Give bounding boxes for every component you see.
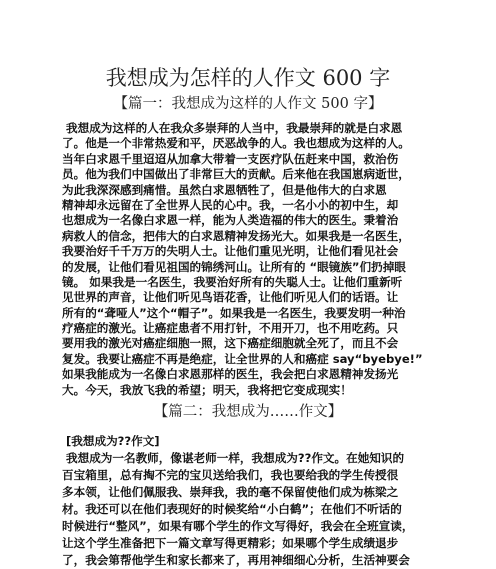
text-line: 病救人的信念，把伟大的白求恩精神发扬光大。如果我是一名医生， bbox=[62, 228, 410, 243]
text-line: 精神却永远留在了全世界人民的心中。我，一名小小的初中生，却 bbox=[62, 197, 399, 212]
text-line: 当年白求恩千里迢迢从加拿大带着一支医疗队伍赶来中国，救治伤 bbox=[62, 151, 399, 166]
text-line: 复发。我要让癌症不再是绝症，让全世界的人和癌症 say“byebye!” bbox=[62, 351, 423, 366]
text-line: 我想成为一名教师，像谌老师一样，我想成为??作文。在她知识的 bbox=[66, 451, 405, 465]
text-line: 也想成为一名像白求恩一样，能为人类造福的伟大的医生。秉着治 bbox=[62, 213, 399, 228]
text-line: 所有的“聋哑人”这个“帽子”。如果我是一名医生，我要发明一种治 bbox=[62, 305, 406, 320]
text-line: 如果我能成为一名像白求恩那样的医生，我会把白求恩精神发扬光 bbox=[62, 367, 399, 382]
text-line: 镜。 如果我是一名医生，我要治好所有的失聪人士。让他们重新听 bbox=[62, 274, 403, 289]
text-line: 让这个学生准备把下一篇文章写得更精彩；如果哪个学生成绩退步 bbox=[62, 536, 399, 550]
text-line: [我想成为??作文] bbox=[66, 434, 160, 448]
text-line: 疗癌症的激光。让癌症患者不用打针，不用开刀，也不用吃药。只 bbox=[62, 321, 399, 336]
text-line: 时候进行“整风”，如果有哪个学生的作文写得好，我会在全班宣读， bbox=[62, 519, 414, 533]
text-line: 见世界的声音，让他们听见鸟语花香，让他们听见人们的话语。让 bbox=[62, 290, 399, 305]
text-line: 我想成为这样的人在我众多崇拜的人当中，我最崇拜的就是白求恩 bbox=[66, 121, 403, 135]
text-line: 了，我会第帮他学生和家长都来了，再用神细细心分析，生活神要会 bbox=[62, 553, 410, 567]
text-line: 为此我深深感到痛惜。虽然白求恩牺牲了，但是他伟大的白求恩 bbox=[62, 182, 387, 197]
text-line: 的发展，让他们看见祖国的锦绣河山。让所有的 “眼镜族”们扔掉眼 bbox=[62, 259, 406, 274]
text-line: 了。他是一个非常热爱和平，厌恶战争的人。我也想成为这样的人。 bbox=[62, 136, 410, 151]
text-line: 要用我的激光对癌症细胞一照，这下癌症细胞就全死了，而且不会 bbox=[62, 336, 399, 351]
document-title: 我想成为怎样的人作文 600 字 bbox=[105, 66, 391, 90]
section1-heading: 【篇一：我想成为这样的人作文 500 字】 bbox=[113, 96, 383, 112]
text-line: 我要治好千千万万的失明人士。让他们重见光明，让他们看见社会 bbox=[62, 244, 399, 259]
section2-heading: 【篇二：我想成为……作文】 bbox=[153, 404, 343, 420]
text-line: 大。今天，我放飞我的希望；明天，我将把它变成现实！ bbox=[62, 382, 352, 397]
text-line: 百宝箱里，总有掏不完的宝贝送给我们，我也要给我的学生传授很 bbox=[62, 468, 399, 482]
text-line: 多本领，让他们佩服我、崇拜我，我的毫不保留使他们成为栋梁之 bbox=[62, 485, 399, 499]
text-line: 材。我还可以在他们表现好的时候奖给“小白鹤”；在他们不听话的 bbox=[62, 502, 402, 516]
text-line: 员。他为我们中国做出了非常巨大的贡献。后来他在我国崽病逝世， bbox=[62, 167, 410, 182]
